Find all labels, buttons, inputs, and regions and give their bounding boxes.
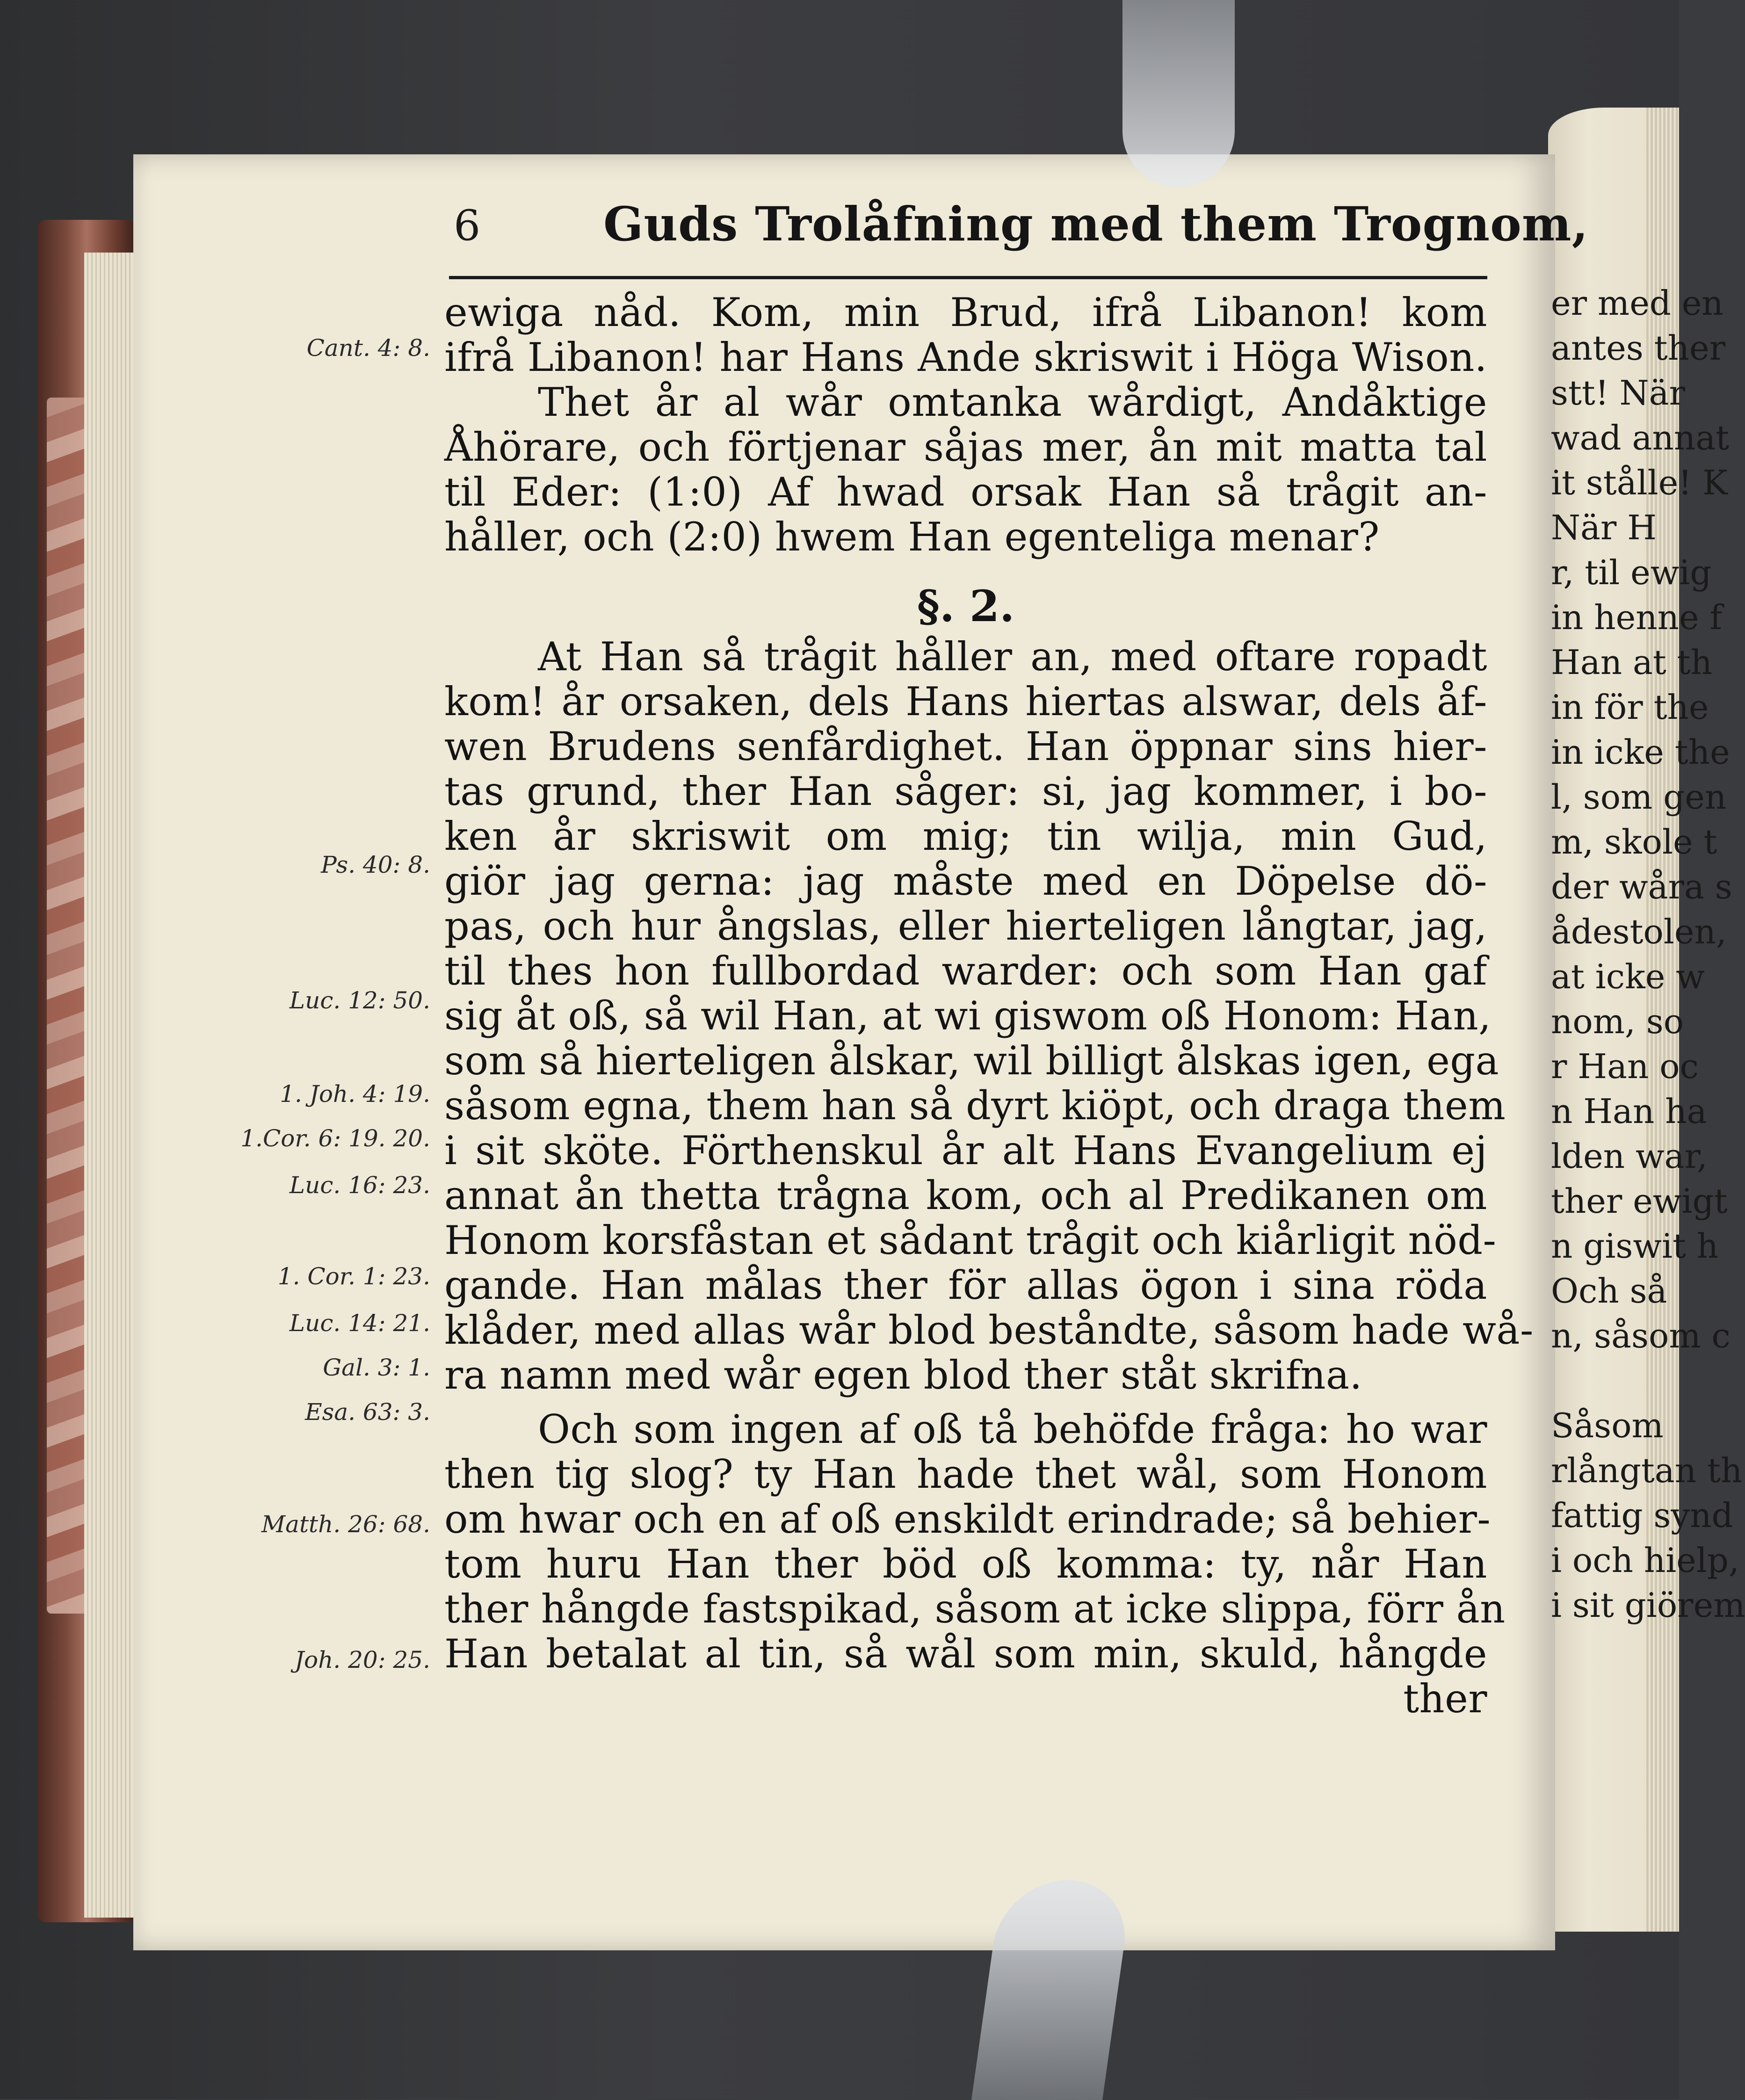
text-line: then tig slog? ty Han hade thet wål, som Honom <box>444 1451 1487 1497</box>
facing-line <box>1548 1358 1679 1403</box>
text-line: Åhörare, och förtjenar såjas mer, ån mit matta tal <box>444 424 1487 470</box>
facing-line: Han at th <box>1551 643 1713 682</box>
margin-note: Ps. 40: 8. <box>321 851 430 878</box>
text-line: til Eder: (1:0) Af hwad orsak Han så trågit an- <box>444 469 1487 515</box>
margin-note: Esa. 63: 3. <box>305 1398 430 1426</box>
text-line: Han betalat al tin, så wål som min, skuld, hångde <box>444 1631 1487 1677</box>
margin-note: 1. Joh. 4: 19. <box>280 1080 430 1108</box>
text-line: til thes hon fullbordad warder: och som Han gaf <box>444 948 1487 994</box>
facing-line: lden war, <box>1551 1137 1708 1176</box>
facing-line: der wåra s <box>1551 867 1732 906</box>
facing-line: Och så <box>1551 1271 1667 1311</box>
text-line: sig åt oß, så wil Han, at wi giswom oß Honom: Han, <box>444 993 1492 1039</box>
page-number: 6 <box>454 201 481 250</box>
facing-line: rlångtan th <box>1551 1451 1743 1490</box>
facing-line: fattig synd <box>1551 1496 1733 1535</box>
margin-note: Gal. 3: 1. <box>323 1354 430 1381</box>
text-line: klåder, med allas wår blod beståndte, såsom hade wå- <box>444 1307 1534 1353</box>
margin-note: Cant. 4: 8. <box>306 334 430 362</box>
facing-line: i sit giörem <box>1551 1586 1745 1625</box>
text-line: Thet år al wår omtanka wårdigt, Andåktige <box>538 379 1487 425</box>
text-line: om hwar och en af oß enskildt erindrade; så behier- <box>444 1496 1491 1542</box>
text-line: ra namn med wår egen blod ther ståt skrifna. <box>444 1352 1362 1398</box>
header-rule <box>449 276 1487 279</box>
text-line: annat ån thetta trågna kom, och al Predikanen om <box>444 1173 1487 1218</box>
facing-line: r, til ewig <box>1551 553 1712 592</box>
margin-note: Matth. 26: 68. <box>261 1511 430 1538</box>
text-line: kom! år orsaken, dels Hans hiertas alswar, dels åf- <box>444 679 1487 724</box>
text-line: ifrå Libanon! har Hans Ande skriswit i Höga Wison. <box>444 334 1487 380</box>
margin-note: 1. Cor. 1: 23. <box>277 1263 430 1290</box>
text-line: håller, och (2:0) hwem Han egenteliga menar? <box>444 514 1380 560</box>
facing-line: in för the <box>1551 688 1709 727</box>
page-edges <box>84 253 136 1918</box>
facing-line: antes ther <box>1551 328 1726 368</box>
page-header <box>454 196 1589 257</box>
facing-line: in icke the <box>1551 732 1730 772</box>
margin-note: 1.Cor. 6: 19. 20. <box>240 1125 430 1152</box>
facing-line: stt! När <box>1551 373 1685 413</box>
text-line: pas, och hur ångslas, eller hierteligen långtar, jag, <box>444 903 1487 949</box>
text-line: ken år skriswit om mig; tin wilja, min Gud, <box>444 813 1487 859</box>
page-body <box>444 290 1534 1722</box>
facing-line: it stålle! K <box>1551 463 1728 502</box>
text-line: som så hierteligen ålskar, wil billigt ålskas igen, ega <box>444 1038 1499 1084</box>
facing-page-text <box>1548 281 1745 1628</box>
margin-note: Luc. 14: 21. <box>289 1310 430 1337</box>
text-line: tom huru Han ther böd oß komma: ty, når Han <box>444 1541 1487 1587</box>
text-line: ewiga nåd. Kom, min Brud, ifrå Libanon! kom <box>444 290 1487 335</box>
text-line: At Han så trågit håller an, med oftare ropadt <box>538 634 1487 680</box>
facing-line: wad annat <box>1551 418 1730 457</box>
facing-line: Såsom <box>1551 1406 1664 1445</box>
facing-line: i och hielp, <box>1551 1541 1739 1580</box>
facing-line: n Han ha <box>1551 1092 1707 1131</box>
facing-line: m, skole t <box>1551 822 1717 862</box>
facing-line: r Han oc <box>1551 1047 1699 1086</box>
margin-note: Joh. 20: 25. <box>294 1646 430 1673</box>
facing-line: ådestolen, <box>1551 912 1727 951</box>
margin-note: Luc. 12: 50. <box>289 987 430 1014</box>
text-line: tas grund, ther Han såger: si, jag kommer, i bo- <box>444 768 1487 814</box>
text-line: wen Brudens senfårdighet. Han öppnar sins hier- <box>444 724 1487 769</box>
facing-line: l, som gen <box>1551 777 1727 817</box>
facing-line: at icke w <box>1551 957 1705 996</box>
page-clip-top <box>1122 0 1235 187</box>
text-line: ther hångde fastspikad, såsom at icke slippa, förr ån <box>444 1586 1506 1632</box>
facing-line: n giswit h <box>1551 1226 1719 1266</box>
facing-line: När H <box>1551 508 1657 547</box>
margin-note: Luc. 16: 23. <box>289 1172 430 1199</box>
text-line: i sit sköte. Förthenskul år alt Hans Evangelium ej <box>444 1128 1487 1173</box>
facing-line: er med en <box>1551 283 1723 323</box>
text-line: giör jag gerna: jag måste med en Döpelse dö- <box>444 858 1487 904</box>
catchword: ther <box>1403 1676 1487 1722</box>
text-line: såsom egna, them han så dyrt kiöpt, och draga them <box>444 1083 1506 1129</box>
section-mark: §. 2. <box>917 581 1015 631</box>
text-line: Och som ingen af oß tå behöfde fråga: ho war <box>538 1406 1487 1452</box>
running-head: Guds Trolåfning med them Trognom, <box>603 196 1589 252</box>
facing-line: in henne f <box>1551 598 1723 637</box>
facing-line: ther ewigt <box>1551 1181 1728 1221</box>
text-line: Honom korsfåstan et sådant trågit och kiårligit nöd- <box>444 1217 1497 1263</box>
margin-notes <box>240 0 430 2099</box>
text-line: gande. Han målas ther för allas ögon i sina röda <box>444 1262 1487 1308</box>
facing-line: nom, so <box>1551 1002 1684 1041</box>
facing-line: n, såsom c <box>1551 1316 1731 1355</box>
